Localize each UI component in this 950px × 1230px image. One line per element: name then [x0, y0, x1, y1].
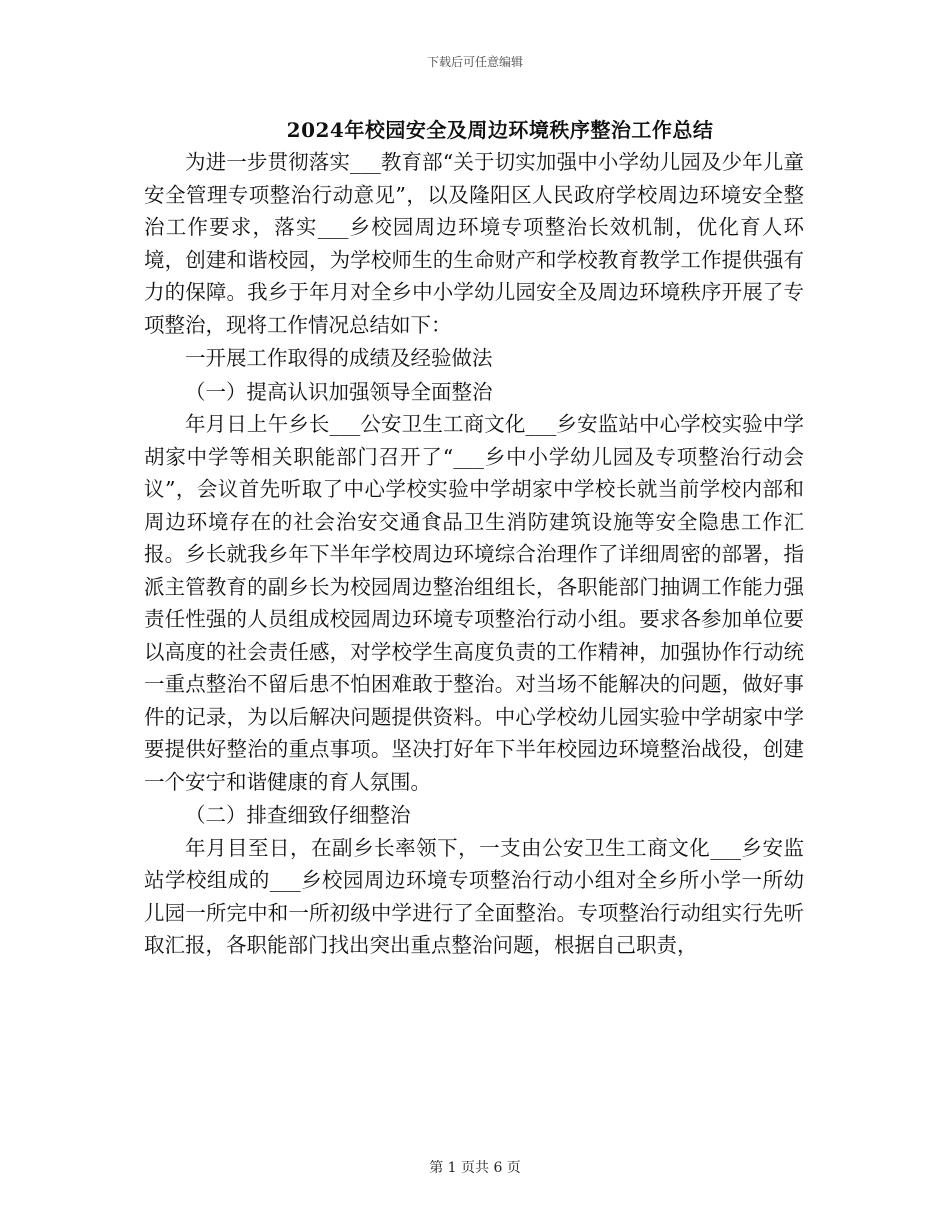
document-title: 2024年校园安全及周边环境秩序整治工作总结: [286, 118, 714, 142]
paragraph-leadership: 年月日上午乡长___公安卫生工商文化___乡安监站中心学校实验中学胡家中学等相关职能部门召开了“___乡中小学幼儿园及专项整治行动会议”，会议首先听取了中心学校实验中学胡家中学校长就当前学校内部和周边环境存在的社会治安交通食品卫生消防建筑设施等安全隐患工作汇报。乡长就我乡年下半年学校周边环境综合治理作了详细周密的部署，指派主管教育的副乡长为校园周边整治组组长，各职能部门抽调工作能力强责任性强的人员组成校园周边环境专项整治行动小组。要求各参加单位要以高度的社会责任感，对学校学生高度负责的工作精神，加强协作行动统一重点整治不留后患不怕困难敢于整治。对当场不能解决的问题，做好事件的记录，为以后解决问题提供资料。中心学校幼儿园实验中学胡家中学要提供好整治的重点事项。坚决打好年下半年校园边环境整治战役，创建一个安宁和谐健康的育人氛围。: [144, 412, 804, 794]
section-heading-1: 一开展工作取得的成绩及经验做法: [185, 346, 493, 370]
subsection-heading-1: （一）提高认识加强领导全面整治: [185, 379, 493, 404]
paragraph-inspection: 年月目至日，在副乡长率领下，一支由公安卫生工商文化___乡安监站学校组成的___乡校园周边环境专项整治行动小组对全乡所小学一所幼儿园一所完中和一所初级中学进行了全面整治。专项整治行动组实行先听取汇报，各职能部门找出突出重点整治问题，根据自己职责，: [144, 835, 804, 957]
page-number-footer: 第 1 页共 6 页: [429, 1160, 521, 1176]
subsection-heading-2: （二）排查细致仔细整治: [185, 803, 411, 827]
document-body: [144, 146, 804, 962]
page-header-note: 下载后可任意编辑: [426, 55, 523, 69]
paragraph-intro: 为进一步贯彻落实___教育部“关于切实加强中小学幼儿园及少年儿童安全管理专项整治行动意见”，以及隆阳区人民政府学校周边环境安全整治工作要求，落实___乡校园周边环境专项整治长效机制，优化育人环境，创建和谐校园，为学校师生的生命财产和学校教育教学工作提供强有力的保障。我乡于年月对全乡中小学幼儿园安全及周边环境秩序开展了专项整治，现将工作情况总结如下：: [144, 150, 804, 337]
